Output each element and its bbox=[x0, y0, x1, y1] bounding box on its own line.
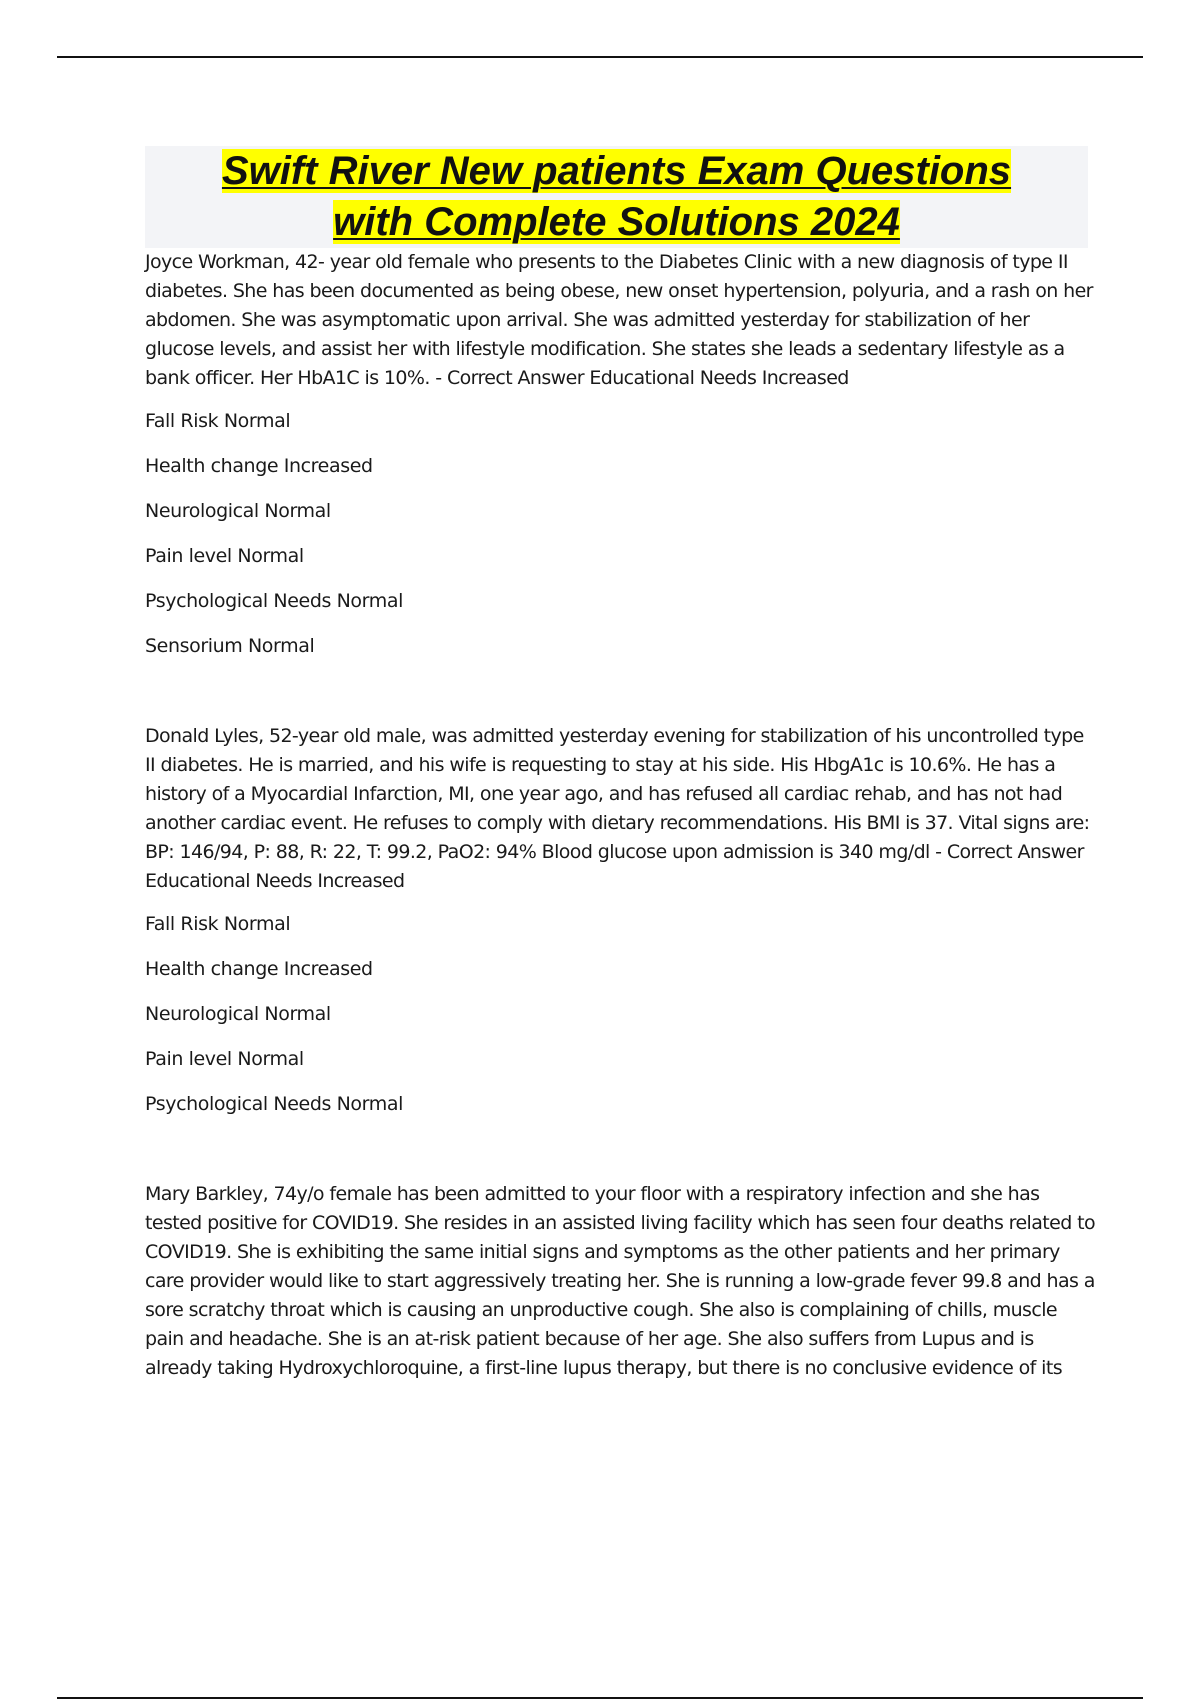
case-item: Health change Increased bbox=[145, 455, 373, 477]
case-item: Fall Risk Normal bbox=[145, 913, 291, 935]
title-line-2: with Complete Solutions 2024 bbox=[333, 200, 900, 244]
case-item: Psychological Needs Normal bbox=[145, 590, 403, 612]
case-mary-barkley bbox=[145, 1180, 1095, 1383]
title-line-1: Swift River New patients Exam Questions bbox=[221, 149, 1012, 193]
case-item: Neurological Normal bbox=[145, 1003, 331, 1025]
section-spacer bbox=[145, 661, 1095, 722]
case-item: Psychological Needs Normal bbox=[145, 1093, 403, 1115]
case-text: Donald Lyles, 52-year old male, was admitted yesterday evening for stabilization of his uncontrolled type II diabetes. He is married, and his wife is requesting to stay at his side. His HbgA1c is 10.6%. He has a history of a Myocardial Infarction, MI, one year ago, and has refused all cardiac rehab, and has not had another cardiac event. He refuses to comply with dietary recommendations. His BMI is 37. Vital signs are: BP: 146/94, P: 88, R: 22, T: 99.2, PaO2: 94% Blood glucose upon admission is 340 mg/dl - Correct Answer Educational Needs Increased bbox=[145, 725, 1090, 892]
top-rule bbox=[57, 56, 1143, 58]
page-title bbox=[145, 146, 1088, 248]
case-item: Fall Risk Normal bbox=[145, 410, 291, 432]
case-item: Neurological Normal bbox=[145, 500, 331, 522]
case-donald-lyles bbox=[145, 722, 1095, 1119]
section-spacer bbox=[145, 1119, 1095, 1180]
case-item: Sensorium Normal bbox=[145, 635, 315, 657]
bottom-rule bbox=[57, 1697, 1143, 1699]
case-text: Joyce Workman, 42- year old female who presents to the Diabetes Clinic with a new diagnosis of type II diabetes. She has been documented as being obese, new onset hypertension, polyuria, and a rash on her abdomen. She was asymptomatic upon arrival. She was admitted yesterday for stabilization of her glucose levels, and assist her with lifestyle modification. She states she leads a sedentary lifestyle as a bank officer. Her HbA1C is 10%. - Correct Answer Educational Needs Increased bbox=[145, 251, 1093, 389]
case-text: Mary Barkley, 74y/o female has been admitted to your floor with a respiratory infection and she has tested positive for COVID19. She resides in an assisted living facility which has seen four deaths related to COVID19. She is exhibiting the same initial signs and symptoms as the other patients and her primary care provider would like to start aggressively treating her. She is running a low-grade fever 99.8 and has a sore scratchy throat which is causing an unproductive cough. She also is complaining of chills, muscle pain and headache. She is an at-risk patient because of her age. She also suffers from Lupus and is already taking Hydroxychloroquine, a first-line lupus therapy, but there is no conclusive evidence of its bbox=[145, 1183, 1095, 1379]
case-joyce-workman bbox=[145, 248, 1095, 661]
document-body bbox=[145, 248, 1095, 1383]
case-item: Health change Increased bbox=[145, 958, 373, 980]
case-item: Pain level Normal bbox=[145, 1048, 304, 1070]
title-block bbox=[145, 146, 1088, 248]
case-item: Pain level Normal bbox=[145, 545, 304, 567]
